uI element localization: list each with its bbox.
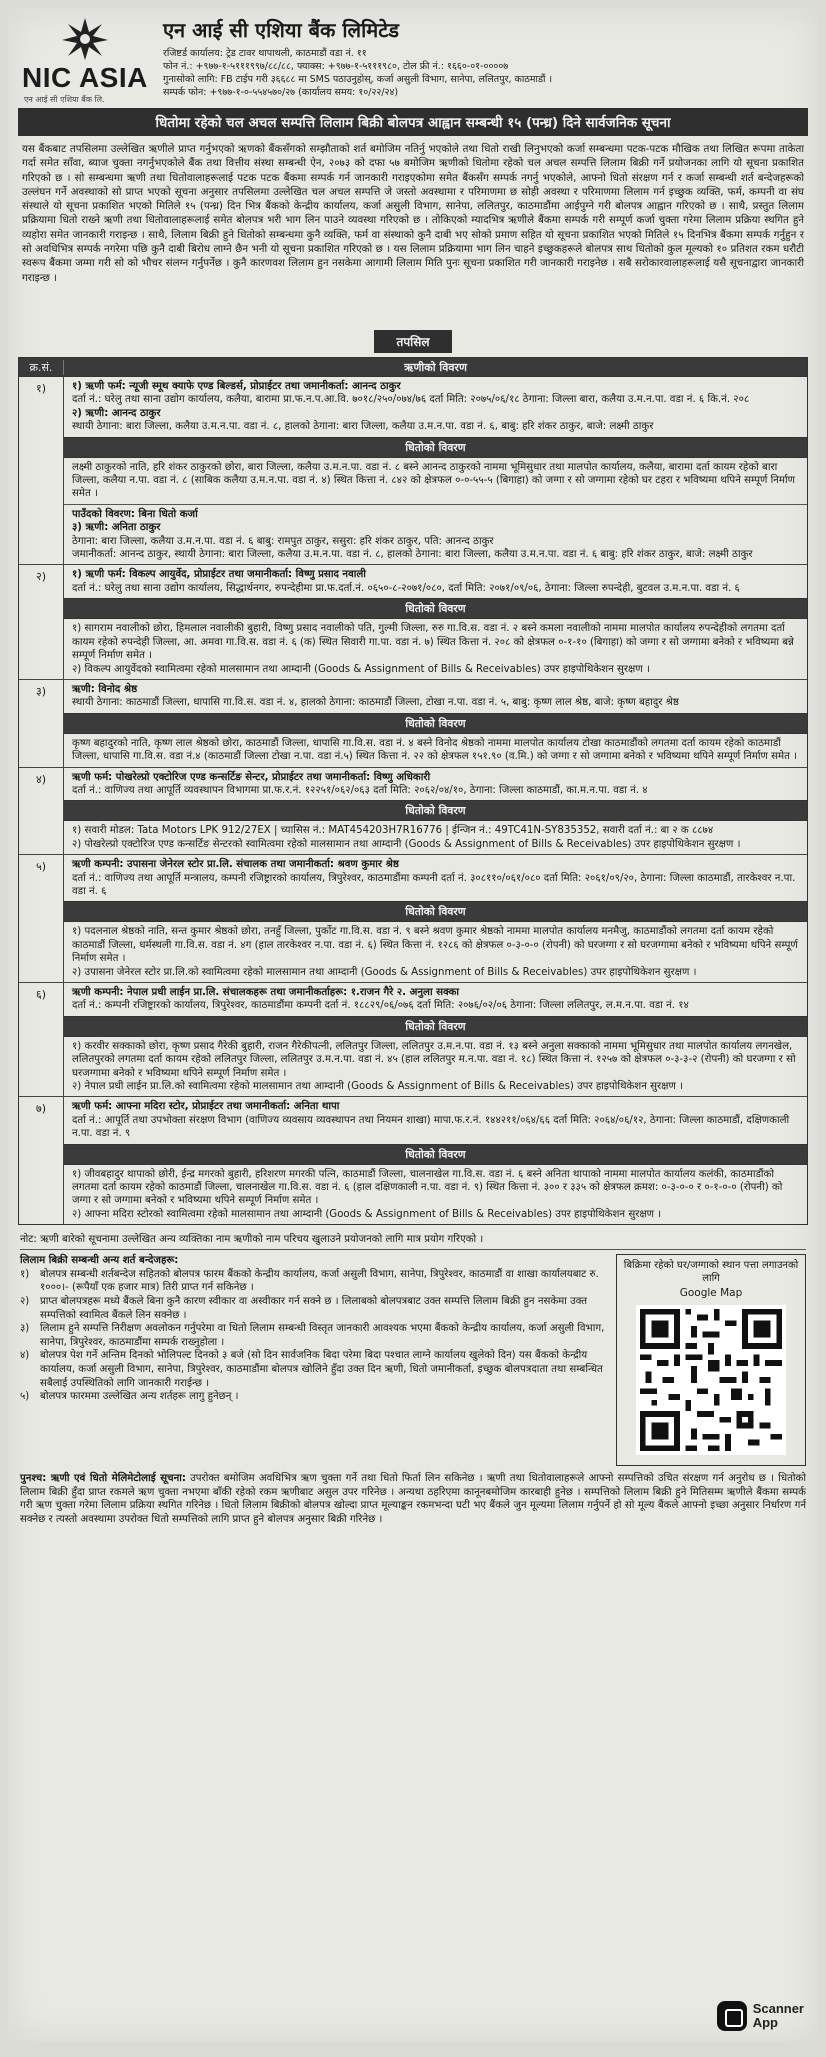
entry-body xyxy=(64,565,807,678)
borrower-details xyxy=(64,680,807,713)
collateral-item: २) नेपाल प्रधी लाईन प्रा.लि.को स्वामित्वमा रहेको मालसामान तथा आम्दानी (Goods & Assignment of Bills & Receivables) उपर हाइपोथिकेशन सुरक्षण । xyxy=(72,1081,683,1093)
bank-logo xyxy=(18,14,153,104)
qr-code-icon[interactable] xyxy=(636,1305,786,1455)
term-item xyxy=(20,1349,608,1390)
borrower-entry xyxy=(19,680,807,768)
term-text: बोलपत्र पेश गर्ने अन्तिम दिनको भोलिपल्ट दिनको ३ बजे (सो दिन सार्वजनिक बिदा परेमा बिदा पश्चात लाग्ने कार्यालय खुलेको दिन) यस बैंकको केन्द्रीय कार्यालय, कर्जा असुली विभाग, सानेपा, त्रिपुरेश्वर, काठमाडौंमा बोलपत्र खोलिने हुँदा उक्त दिन ऋणी, धितो जमानीकर्ता, इच्छुक बोलपत्रदाता तथा सम्बन्धित सबैलाई उपस्थितिको लागि जानकारी गराईन्छ । xyxy=(40,1350,603,1389)
borrower-details xyxy=(64,983,807,1016)
postscript xyxy=(20,1472,806,1526)
borrower-header: ऋणीको विवरण xyxy=(404,360,467,374)
qr-subtitle: Google Map xyxy=(679,1287,743,1300)
term-item xyxy=(20,1322,608,1349)
collateral-item: २) उपासना जेनेरल स्टोर प्रा.लि.को स्वामित्वमा रहेको मालसामान तथा आम्दानी (Goods & Assignment of Bills & Receivables) उपर हाइपोथिकेशन सुरक्षण । xyxy=(72,966,697,978)
entry-body xyxy=(64,768,807,855)
schedule-title: तपसिल xyxy=(374,330,451,353)
schedule-title-row xyxy=(8,330,818,353)
term-number: २) xyxy=(20,1296,30,1308)
borrower-firm: ऋणी फर्म: पोखरेल्प्रो एक्टोरिज एण्ड कन्सर्टिङ सेन्टर, प्रोप्राईटर तथा जमानीकर्ता: विष्णु अधिकारी xyxy=(72,771,431,783)
postscript-text: उपरोक्त बमोजिम अवधिभित्र ऋण चुक्ता गर्ने तथा धितो फिर्ता लिन सकिनेछ । ऋणी तथा धितोवालाहरूले आफ्नो सम्पत्तिको उचित संरक्षण गर्न अनुरोध छ । धितोको लिलाम बिक्री हुँदा प्राप्त रकमले ऋण चुक्ता नभएमा बाँकी रहेको रकम ऋणीबाट असुल उपर गरिनेछ । अन्यथा ठहरिएमा कानूनबमोजिम कारबाही हुनेछ । सम्पत्तिको लिलाम बिक्री हुने मितिसम्म ऋणीले बैंकमा सम्पर्क गरी ऋण चुक्ता गरेमा लिलाम प्रक्रिया स्थगित गरिनेछ । धितो लिलाम बिक्रीको बोलपत्र खोल्दा प्राप्त मूल्याङ्कन रकमभन्दा घटी भए बैंकले जुन मूल्यमा लिलाम गर्नुपर्ने हो सो मूल्य बैंकले आफ्नो इच्छा अनुसार निर्धारण गर्न सक्नेछ र त्यस्तो अवस्थामा उपरोक्त धितो सम्पत्तिको लागि प्राप्त हुने बोलपत्र अनुसार बिक्री गरिनेछ । xyxy=(20,1473,806,1526)
borrower-entry xyxy=(19,983,807,1097)
term-item xyxy=(20,1390,608,1404)
logo-wordmark: NIC ASIA xyxy=(22,62,148,93)
bank-info xyxy=(153,14,808,99)
collateral-heading: धितोको विवरण xyxy=(64,901,807,922)
term-item xyxy=(20,1295,608,1322)
term-text: बोलपत्र सम्बन्धी शर्तबन्देज सहितको बोलपत्र फारम बैंकको केन्द्रीय कार्यालय, कर्जा असुली विभाग, सानेपा, त्रिपुरेश्वर, काठमाडौं वा शाखा कार्यालयबाट रु. १०००।- (रूपैयाँ एक हजार मात्र) तिरी प्राप्त गर्न सकिनेछ । xyxy=(40,1268,599,1294)
entry-body xyxy=(64,1097,807,1224)
bank-header xyxy=(8,8,818,108)
collateral-item: लक्ष्मी ठाकुरको नाति, हरि शंकर ठाकुरको छोरा, बारा जिल्ला, कलैया उ.म.न.पा. वडा नं. ८ बस्ने आनन्द ठाकुरको नाममा भूमिसुधार तथा मालपोत कार्यालय, कलैया, बारामा दर्ता कायम रहेको बारा जिल्ला, कलैया न.पा. वडा नं. ८ (साबिक कलैया उ.म.न.पा. वडा नं. ४) स्थित कित्ता नं. ८४२ को क्षेत्रफल ०-०-५५-५ (बिगाहा) को जग्गा र सो जग्गामा रहेको घर टहरा र भविष्यमा थपिने सम्पूर्ण निर्माण समेत । xyxy=(72,461,795,500)
logo-tagline: एन आई सी एशिया बैंक लि. xyxy=(24,95,105,104)
loan-type: पाउँदको विवरण: बिना धितो कर्जा xyxy=(72,508,198,520)
collateral-details xyxy=(64,922,807,982)
term-text: लिलाम हुने सम्पत्ति निरीक्षण अवलोकन गर्नुपरेमा वा धितो लिलाम सम्बन्धी विस्तृत जानकारी आवश्यक भएमा बैंकको केन्द्रीय कार्यालय, कर्जा असुली विभाग, सानेपा, त्रिपुरेश्वर, काठमाडौंमा सम्पर्क राख्नुहोला । xyxy=(40,1323,605,1348)
terms-list xyxy=(20,1254,616,1466)
entry-number: ३) xyxy=(19,680,64,767)
borrower-firm: १) ऋणी फर्म: विकल्प आयुर्वेद, प्रोप्राईटर तथा जमानीकर्ता: विष्णु प्रसाद नवाली xyxy=(72,569,366,581)
terms-section xyxy=(20,1254,806,1466)
qr-title: बिक्रिमा रहेको घर/जग्गाको स्थान पत्ता लगाउनको लागि xyxy=(623,1260,799,1285)
entry-number: २) xyxy=(19,565,64,678)
collateral-details xyxy=(64,458,807,504)
additional-borrower xyxy=(64,504,807,565)
bank-phone: फोन नं.: +९७७-१-५१११९९७/८८/८८, फ्याक्स: +९७७-१-५१११९८०, टोल फ्री नं.: १६६०-०१-००००७ xyxy=(163,61,509,72)
term-number: ४) xyxy=(20,1350,30,1362)
collateral-heading: धितोको विवरण xyxy=(64,1016,807,1037)
collateral-details xyxy=(64,1037,807,1097)
serial-header: क्र.सं. xyxy=(19,360,64,375)
collateral-item: १) सागराम नवालीको छोरा, हिमलाल नवालीकी बुहारी, विष्णु प्रसाद नवालीको पति, गुल्मी जिल्ला, रुरु गा.वि.स. वडा नं. २ बस्ने कमला नवालीको नाममा मालपोत कार्यालय रुपन्देहीको लगतमा दर्ता कायम रहेको रुपन्देही जिल्ला, आ. अमवा गा.वि.स. वडा नं. ६ (क) स्थित सिवारी गा.पा. वडा नं. ७) स्थित कित्ता नं. २०८ को क्षेत्रफल ०-१-१० (बिगाहा) को जग्गा र सो जग्गामा बनेको र भविष्यमा बन्ने सम्पूर्ण निर्माण समेत । xyxy=(72,623,794,662)
collateral-details xyxy=(64,821,807,854)
borrower-details xyxy=(64,565,807,598)
borrower-firm-detail: दर्ता नं.: घरेलु तथा साना उद्योग कार्यालय, सिद्धार्थनगर, रुपन्देहीमा प्रा.फ.दर्ता.नं. ०६५०-८-२०७१/०८०, दर्ता मिति: २०७१/०९/०६, ठेगाना: जिल्ला रुपन्देही, बुटवल उ.म.न.पा. वडा नं. ६ xyxy=(72,582,740,594)
entry-body xyxy=(64,377,807,564)
borrower-firm: १) ऋणी फर्म: न्यूजी स्मूथ क्याफे एण्ड बिल्डर्स, प्रोप्राईटर तथा जमानीकर्ता: आनन्द ठाकुर xyxy=(72,381,401,392)
borrower-firm-detail: दर्ता नं.: वाणिज्य तथा आपूर्ति व्यवस्थापन विभागमा प्रा.फ.र.नं. १२२५१/०६२/०६३ दर्ता मिति: २०६२/०४/१०, ठेगाना: जिल्ला काठमाडौं, का.म.न.पा. वडा नं. ४ xyxy=(72,784,648,796)
scanner-app-icon xyxy=(717,2001,747,2031)
postscript-title: पुनश्च: ऋणी एवं धितो मेलिमेटोलाई सूचना: xyxy=(20,1473,186,1485)
qr-code-graphic xyxy=(640,1309,782,1451)
borrower-firm-detail: दर्ता नं.: आपूर्ति तथा उपभोक्ता संरक्षण विभाग (वाणिज्य व्यवसाय व्यवस्थापन तथा नियमन शाखा) मापा.फ.र.नं. १४४२११/०६४/६६ दर्ता मिति: २०६४/०६/१२, ठेगाना: जिल्ला काठमाडौं, दक्षिणकाली न.पा. वडा नं. ९ xyxy=(72,1114,790,1140)
term-item xyxy=(20,1268,608,1295)
scanner-app-badge xyxy=(717,2001,804,2031)
scanner-label-line1: Scanner xyxy=(752,2001,804,2016)
collateral-item: १) पदलनाल श्रेष्ठको नाति, सन्त कुमार श्रेष्ठको छोरा, तनहुँ जिल्ला, पुर्कोट गा.वि.स. वडा नं. ९ बस्ने श्रवण कुमार श्रेष्ठको नाममा मालपोत कार्यालय मनमैजु, काठमाडौंको लगतमा दर्ता कायम रहेको काठमाडौं जिल्ला, धर्मस्थली गा.वि.स. वडा नं. ४ग (हाल तारकेश्वर न.पा. वडा नं. ६) स्थित कित्ता नं. १२८६ को क्षेत्रफल ०-३-०-० (रोपनी) को घरजग्गा र सो घरजग्गामा बनेको र भविष्यमा थपिने सम्पूर्ण निर्माण समेत । xyxy=(72,926,798,965)
intro-paragraph: यस बैंकबाट तपसिलमा उल्लेखित ऋणीले प्राप्त गर्नुभएको ऋणको बैंकसँगको सम्झौताको शर्त बमोजिम नतिर्नु भएकोले तथा धितो राखी लिनुभएको कर्जा सम्बन्धमा पटक-पटक मौखिक तथा लिखित रूपमा ताकेता गर्दा समेत साँवा, ब्याज चुक्ता नगर्नुभएकोले बैंक तथा वित्तीय संस्था सम्बन्धी ऐन, २०७३ को दफा ५७ बमोजिम ऋणीको धितोमा रहेको चल अचल सम्पत्ति लिलाम बिक्री गर्ने प्रयोजनका लागि यो सूचना प्रकाशित गरिएको छ । सो सम्बन्धमा ऋणी तथा धितोवालाहरूलाई पटक पटक बैंकमा सम्पर्क गर्न जानकारी गराइएकोमा समेत बैंकसँग सम्पर्क नगर्नु भएकोले, आफ्नो धितो संरक्षण गर्न र कर्जा सम्बन्धी शर्त बन्देजहरूको उल्लंघन गर्ने अवस्थाको सो प्राप्त भएको सूचना अनुसार तपसिलमा उल्लेखित चल अचल सम्पत्ति जे जस्तो अवस्थामा र परिमाणमा छ सोही अवस्था र परिमाणमा लिलाम गर्न इच्छुक व्यक्ति, फर्म, कम्पनी वा संघ संस्थाले यो सूचना प्रकाशित भएको मितिले १५ (पन्ध्र) दिन भित्र बैंकको केन्द्रीय कार्यालय, कर्जा असुली विभाग, सानेपा, ललितपुर, काठमाडौंमा आईपुग्ने गरी बोलपत्र आह्वान गरिएको छ । साथै, प्रस्तुत लिलाम प्रक्रियामा धितो राख्ने ऋणी तथा धितोवालाहरूलाई समेत बोलपत्र भरी भाग लिन पाउने व्यवस्था गरिएको छ । तोकिएको म्यादभित्र ऋणीले बैंकमा सम्पर्क गरी सम्पूर्ण कर्जा चुक्ता गरेमा लिलाम प्रक्रिया स्थगित हुने व्यहोरा समेत जानकारी गराइन्छ । साथै, लिलाम बिक्री हुने धितोको सम्बन्धमा कुनै व्यक्ति, फर्म वा संस्थाको कुनै दाबी भए सोको प्रमाण सहित यो सूचना प्रकाशित भएको मितिले १५ दिनभित्र बैंकमा सम्पर्क गर्नुहुन र सो अवधिभित्र सम्पर्क नगरेमा पछि कुनै दाबी बिरोध लाग्ने छैन भनी यो सूचना प्रकाशित गरिएको छ । यस लिलाम प्रक्रियामा भाग लिन चाहने इच्छुकहरूले बोलपत्र साथ धितोको कुल मूल्यको १० प्रतिशत रकम धरौटी स्वरूप बैंकमा जम्मा गरी सो को भौचर संलग्न गर्नुपर्नेछ । कुनै कारणवश लिलाम हुन नसकेमा आगामी लिलाम मिति पुनः सूचना प्रकाशित गरी जानकारी गराइनेछ । सबै सरोकारवालाहरूलाई यसै सूचनाद्वारा जानकारी गराइन्छ । xyxy=(22,143,804,284)
entry-body xyxy=(64,680,807,767)
collateral-item: १) सवारी मोडल: Tata Motors LPK 912/27EX | च्यासिस नं.: MAT454203H7R16776 | ईन्जिन नं.: 49TC41N-SY835352, सवारी दर्ता नं.: बा २ क ८८७४ xyxy=(72,825,714,837)
borrower-firm-detail: दर्ता नं.: घरेलु तथा साना उद्योग कार्यालय, कलैया, बारामा प्रा.फ.न.प.आ.वि. ७०१८/२५०/०७४/७६ दर्ता मिति: २०७५/०६/१८ ठेगाना: जिल्ला बारा, कलैया उ.म.न.पा. वडा नं. ६ कि.नं. २०८ xyxy=(72,394,750,406)
borrower-firm-detail: दर्ता नं.: कम्पनी रजिष्ट्रारको कार्यालय, त्रिपुरेश्वर, काठमाडौंमा कम्पनी दर्ता नं. १८८२९/०६/०७६ दर्ता मिति: २०७६/०२/०६ ठेगाना: जिल्ला ललितपुर, ल.म.न.पा. वडा नं. १४ xyxy=(72,1000,689,1012)
borrower-name: २) ऋणी: आनन्द ठाकुर xyxy=(72,407,161,419)
bank-contact: सम्पर्क फोन: +९७७-१-०-५५४५७०/२७ (कार्यालय समय: १०/२२/२४) xyxy=(163,87,399,98)
borrower-details xyxy=(64,377,807,437)
term-number: ३) xyxy=(20,1323,30,1335)
notice-title: धितोमा रहेको चल अचल सम्पत्ति लिलाम बिक्री बोलपत्र आह्वान सम्बन्धी १५ (पन्ध्र) दिने सार्वजनिक सूचना xyxy=(18,108,808,136)
collateral-item: २) पोखरेल्प्रो एक्टोरिज एण्ड कन्सर्टिङ सेन्टरको स्वामित्वमा रहेको मालसामान तथा आम्दानी (Goods & Assignment of Bills & Receivables) उपर हाइपोथिकेशन सुरक्षण । xyxy=(72,838,741,850)
collateral-heading: धितोको विवरण xyxy=(64,800,807,821)
schedule-header xyxy=(19,358,807,377)
star-logo-icon xyxy=(58,16,112,60)
collateral-item: कृष्ण बहादुरको नाति, कृष्ण लाल श्रेष्ठको छोरा, काठमाडौं जिल्ला, धापासि गा.वि.स. वडा नं. ४ बस्ने विनोद श्रेष्ठको नाममा मालपोत कार्यालय टोखा काठमाडौंको लगतमा दर्ता कायम रहेको काठमाडौं जिल्ला, धापासि गा.वि.स. वडा नं.४ (काठमाडौं जिल्ला टोखा न.पा. वडा नं.५) स्थित कित्ता नं. २२ को क्षेत्रफल १५१.९० (व.मि.) को जग्गा र सो जग्गामा बनेको र भविष्यमा थपिने सम्पूर्ण निर्माण समेत । xyxy=(72,737,798,763)
borrower-firm-detail: दर्ता नं.: वाणिज्य तथा आपूर्ति मन्त्रालय, कम्पनी रजिष्ट्रारको कार्यालय, त्रिपुरेश्वर, काठमाडौंमा कम्पनी दर्ता नं. ३०८११०/०६१/०८० दर्ता मिति: २०६१/०९/२०, ठेगाना: जिल्ला काठमाडौं, तारकेश्वर न.पा. वडा नं. ६ xyxy=(72,872,796,897)
borrower-address: स्थायी ठेगाना: बारा जिल्ला, कलैया उ.म.न.पा. वडा नं. ८, हालको ठेगाना: बारा जिल्ला, कलैया उ.म.न.पा. वडा नं. ६, बाबु: हरि शंकर ठाकुर, बाजे: लक्ष्मी ठाकुर xyxy=(72,421,654,433)
collateral-item: १) करवीर सक्काको छोरा, कृष्ण प्रसाद गैरेकी बुहारी, राजन गैरेकीपत्नी, ललितपुर जिल्ला, ललितपुर उ.म.न.पा. वडा नं. १३ बस्ने अनुला सक्काको नाममा भूमिसुधार तथा मालपोत कार्यालय लगनखेल, ललितपुरको लगतमा दर्ता कायम रहेको ललितपुर जिल्ला, ललितपुर उ.म.न.पा. वडा नं. ४५ (हाल ललितपुर म.न.पा. वडा नं. १८) स्थित कित्ता नं. १२५७ को क्षेत्रफल ०-३-३-२ (रोपनी) को घरजग्गा र सो घरजग्गामा बनेको र भविष्यमा थपिने सम्पूर्ण निर्माण समेत । xyxy=(72,1040,796,1079)
borrower-entry xyxy=(19,768,807,856)
name-usage-note: नोट: ऋणी बारेको सूचनामा उल्लेखित अन्य व्यक्तिका नाम ऋणीको नाम परिचय खुलाउने प्रयोजनको लागि मात्र प्रयोग गरिएको । xyxy=(20,1231,806,1250)
entry-body xyxy=(64,855,807,982)
collateral-item: २) विकल्प आयुर्वेदको स्वामित्वमा रहेको मालसामान तथा आम्दानी (Goods & Assignment of Bills & Receivables) उपर हाइपोथिकेशन सुरक्षण । xyxy=(72,663,650,675)
borrower-firm-detail: स्थायी ठेगाना: काठमाडौं जिल्ला, धापासि गा.वि.स. वडा नं. ४, हालको ठेगाना: काठमाडौं जिल्ला, टोखा न.पा. वडा नं. ५, बाबु: कृष्ण लाल श्रेष्ठ, बाजे: कृष्ण बहादुर श्रेष्ठ xyxy=(72,697,679,709)
borrower-firm: ऋणी कम्पनी: नेपाल प्रधी लाईन प्रा.लि. संचालकहरू तथा जमानीकर्ताहरू: १.राजन गैरे २. अनुला सक्का xyxy=(72,987,460,998)
collateral-details xyxy=(64,1165,807,1225)
schedule-table xyxy=(18,357,808,1225)
collateral-item: २) आफ्ना मदिरा स्टोरको स्वामित्वमा रहेको मालसामान तथा आम्दानी (Goods & Assignment of Bills & Receivables) उपर हाइपोथिकेशन सुरक्षण । xyxy=(72,1208,662,1220)
entry-number: ६) xyxy=(19,983,64,1096)
borrower-entry xyxy=(19,855,807,983)
borrower-firm: ऋणी: विनोद श्रेष्ठ xyxy=(72,683,138,695)
scanner-label-line2: App xyxy=(752,2015,778,2030)
collateral-heading: धितोको विवरण xyxy=(64,713,807,734)
borrower-details xyxy=(64,1097,807,1143)
collateral-heading: धितोको विवरण xyxy=(64,437,807,458)
borrower-details xyxy=(64,768,807,801)
bank-complaint: गुनासोको लागि: FB टाईप गरी ३६६८८ मा SMS पठाउनुहोस्, कर्जा असुली विभाग, सानेपा, ललितपुर, काठमाडौं । xyxy=(163,74,553,85)
collateral-item: १) जीवबहादुर थापाको छोरी, ईन्द्र मगरको बुहारी, हरिशरण मगरकी पत्नि, काठमाडौं जिल्ला, चालनाखेल गा.वि.स. वडा नं. ६ बस्ने अनिता थापाको नाममा मालपोत कार्यालय कलंकी, काठमाडौंको लगतमा दर्ता कायम रहेको काठमाडौं जिल्ला, चालनाखेल गा.वि.स. वडा नं. ६ (हाल दक्षिणकाली न.पा. वडा नं. ९) स्थित कित्ता नं. ३०० र ३३५ को क्षेत्रफल क्रमश: ०-३-०-० र ०-१-०-० (रोपनी) को जग्गा र सो जग्गामा बनेको र भविष्यमा थपिने सम्पूर्ण निर्माण समेत । xyxy=(72,1168,783,1207)
scanner-app-label xyxy=(753,2002,804,2030)
term-number: १) xyxy=(20,1268,30,1280)
borrower-entry xyxy=(19,377,807,565)
co-borrower-name: ३) ऋणी: अनिता ठाकुर xyxy=(72,522,161,534)
collateral-heading: धितोको विवरण xyxy=(64,598,807,619)
entry-number: १) xyxy=(19,377,64,564)
collateral-details xyxy=(64,734,807,767)
entry-number: ५) xyxy=(19,855,64,982)
co-borrower-address: ठेगाना: बारा जिल्ला, कलैया उ.म.न.पा. वडा नं. ६ बाबु: रामपुत ठाकुर, ससुरा: हरि शंकर ठाकुर, पति: आनन्द ठाकुर xyxy=(72,535,494,547)
bank-address: रजिष्टर्ड कार्यालय: ट्रेड टावर थापाथली, काठमाडौं वडा नं. ११ xyxy=(163,48,367,59)
guarantor-detail: जमानीकर्ता: आनन्द ठाकुर, स्थायी ठेगाना: बारा जिल्ला, कलैया उ.म.न.पा. वडा नं. ८, हालको ठेगाना: बारा जिल्ला, कलैया उ.म.न.पा. वडा नं. ६ बाबु: हरि शंकर ठाकुर, बाजे: लक्ष्मी ठाकुर xyxy=(72,549,753,561)
term-text: प्राप्त बोलपत्रहरू मध्ये बैंकले बिना कुनै कारण स्वीकार वा अस्वीकार गर्न सक्ने छ । लिलाबको बोलपत्रबाट उक्त सम्पत्ति लिलाम बिक्री हुन नसकेमा उक्त सम्पत्तिको स्वामित्व बैंकले लिन सक्नेछ । xyxy=(40,1296,588,1321)
entry-number: ७) xyxy=(19,1097,64,1224)
borrower-entry xyxy=(19,1097,807,1224)
collateral-heading: धितोको विवरण xyxy=(64,1144,807,1165)
newspaper-notice xyxy=(8,8,818,2041)
borrower-firm: ऋणी फर्म: आफ्ना मदिरा स्टोर, प्रोप्राईटर तथा जमानीकर्ता: अनिता थापा xyxy=(72,1101,340,1113)
bank-name: एन आई सी एशिया बैंक लिमिटेड xyxy=(163,18,399,42)
terms-title: लिलाम बिक्री सम्बन्धी अन्य शर्त बन्देजहरू: xyxy=(20,1255,179,1267)
term-text: बोलपत्र फारममा उल्लेखित अन्य शर्तहरू लागु हुनेछन् । xyxy=(40,1391,239,1403)
collateral-details xyxy=(64,619,807,679)
map-qr-box xyxy=(616,1254,806,1466)
borrower-firm: ऋणी कम्पनी: उपासना जेनेरल स्टोर प्रा.लि. संचालक तथा जमानीकर्ता: श्रवण कुमार श्रेष्ठ xyxy=(72,859,399,871)
borrower-entry xyxy=(19,565,807,679)
entry-number: ४) xyxy=(19,768,64,855)
borrower-details xyxy=(64,855,807,901)
entry-body xyxy=(64,983,807,1096)
term-number: ५) xyxy=(20,1391,30,1403)
